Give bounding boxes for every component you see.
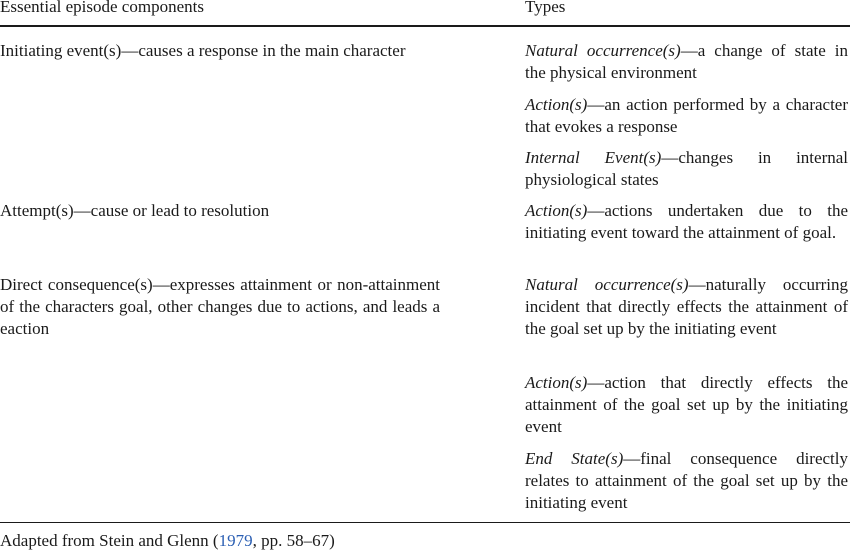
header-types: Types: [525, 0, 566, 16]
type-entry: [525, 94, 848, 138]
type-entry: [525, 200, 848, 244]
table-footnote: [0, 530, 335, 552]
type-term: Action(s): [525, 201, 588, 220]
header-components: Essential episode components: [0, 0, 204, 16]
footnote-prefix: Adapted from Stein and Glenn (: [0, 531, 219, 550]
component-initiating-event: Initiating event(s)—causes a response in the main character: [0, 41, 406, 60]
type-desc: —actions undertaken due to the initiating event toward the attainment of goal.: [525, 201, 848, 242]
type-desc: —an action performed by a character that evokes a response: [525, 95, 848, 136]
type-entry: [525, 40, 848, 84]
type-entry: [525, 448, 848, 514]
header-rule: [0, 25, 850, 27]
type-term: End State(s): [525, 449, 624, 468]
type-term: Action(s): [525, 95, 588, 114]
component-attempt: Attempt(s)—cause or lead to resolution: [0, 201, 270, 220]
type-desc: —final consequence directly relates to attainment of the goal set up by the initiating event: [525, 449, 848, 512]
bottom-rule: [0, 522, 850, 523]
type-entry: [525, 372, 848, 438]
type-entry: [525, 274, 848, 340]
type-term: Natural occurrence(s): [525, 275, 689, 294]
footnote-suffix: , pp. 58–67): [252, 531, 335, 550]
type-desc: —naturally occurring incident that directly effects the attainment of the goal set up by the initiating event: [525, 275, 849, 338]
type-term: Action(s): [525, 373, 588, 392]
type-term: Internal Event(s): [525, 148, 662, 167]
citation-link[interactable]: 1979: [218, 531, 253, 550]
type-desc: —changes in internal physiological states: [525, 148, 849, 189]
type-desc: —action that directly effects the attainment of the goal set up by the initiating event: [525, 373, 848, 436]
type-entry: [525, 147, 848, 191]
component-direct-consequence: Direct consequence(s)—expresses attainment or non-attainment of the characters goal, other changes due to actions, and leads a eaction: [0, 275, 440, 338]
type-desc: —a change of state in the physical environment: [525, 41, 849, 82]
type-term: Natural occurrence(s): [525, 41, 681, 60]
